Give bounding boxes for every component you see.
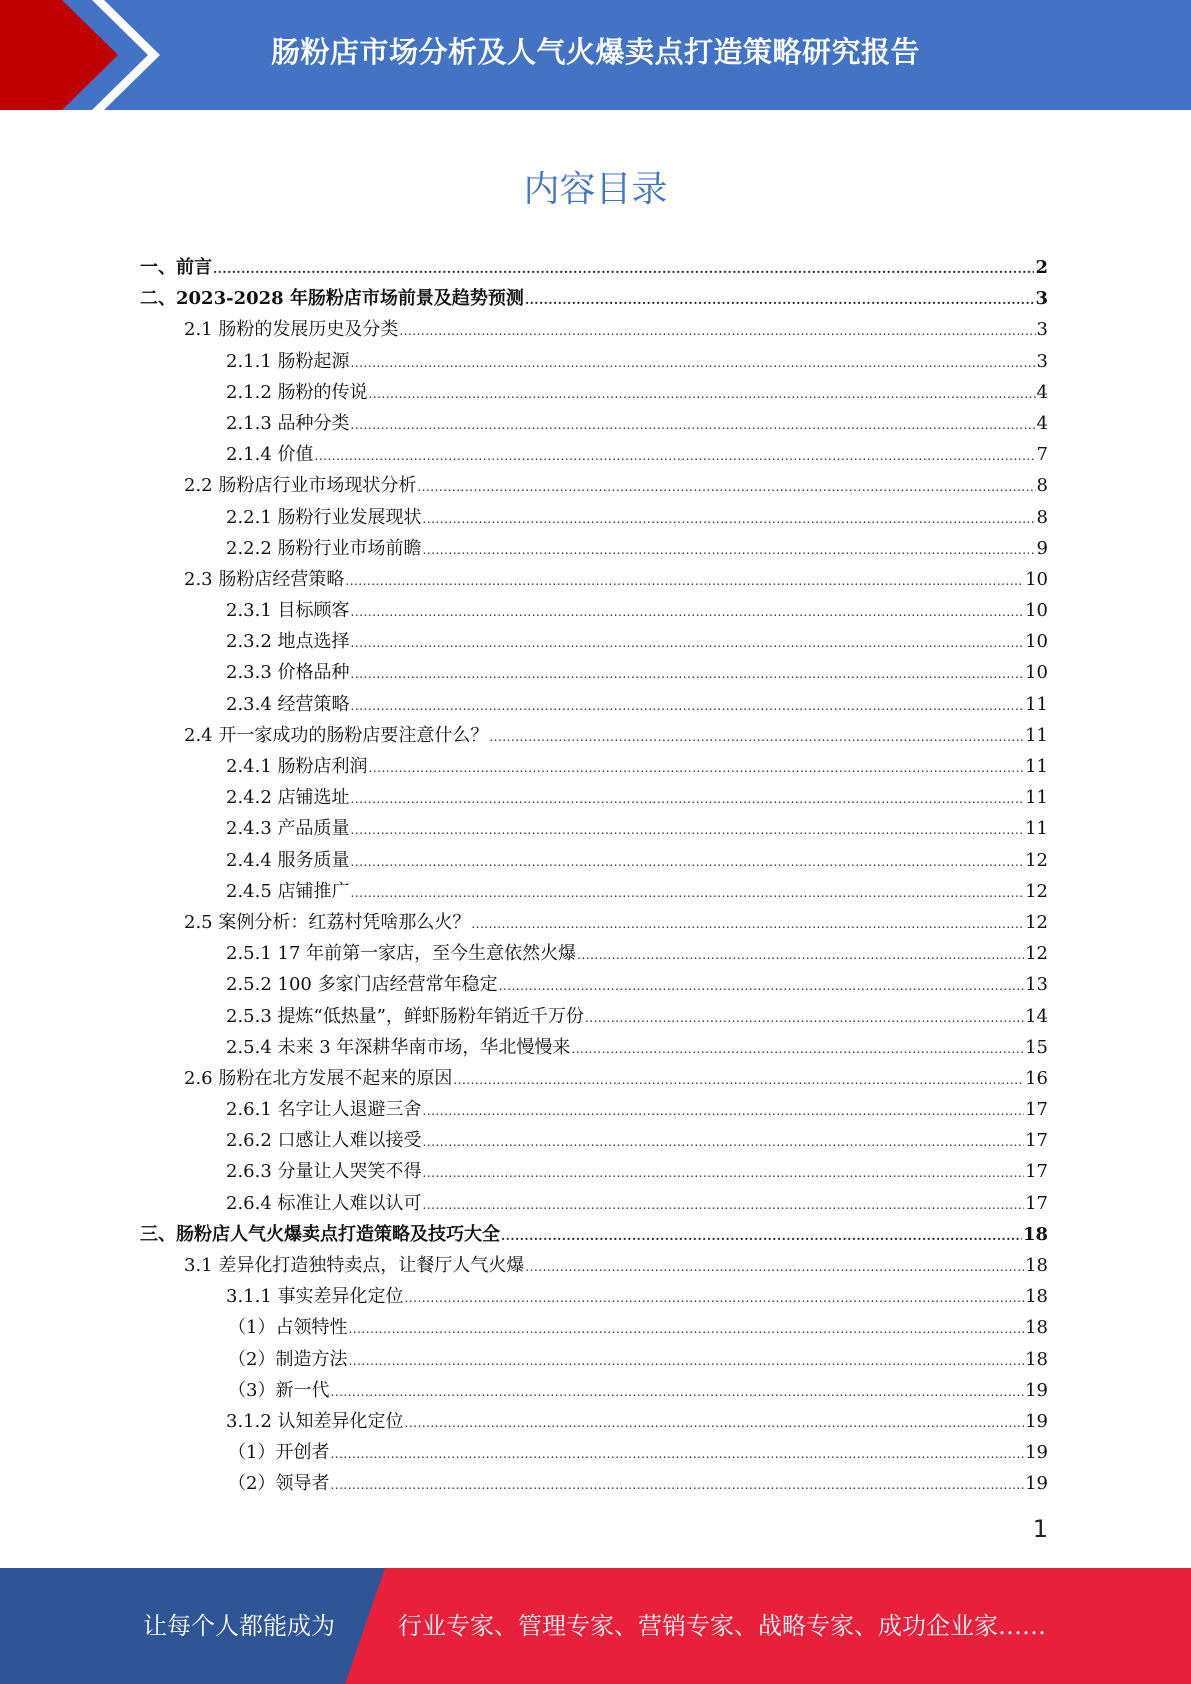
toc-entry[interactable] [140,752,1048,783]
toc-leader-dots [369,387,1036,401]
table-of-contents [140,253,1048,1501]
toc-leader-dots [351,886,1025,900]
toc-entry-label: 2.5.4 未来 3 年深耕华南市场，华北慢慢来 [226,1036,571,1058]
toc-entry[interactable] [140,1438,1048,1469]
toc-leader-dots [423,1198,1025,1212]
toc-entry[interactable] [140,1345,1048,1376]
toc-entry-label: 2.5.2 100 多家门店经营常年稳定 [226,974,498,996]
toc-entry-label: 2.3.4 经营策略 [226,693,350,715]
toc-entry[interactable] [140,284,1048,315]
toc-entry-label: 三、肠粉店人气火爆卖点打造策略及技巧大全 [140,1223,500,1245]
toc-entry[interactable] [140,565,1048,596]
toc-entry[interactable] [140,1282,1048,1313]
toc-entry[interactable] [140,503,1048,534]
toc-entry-page: 8 [1036,506,1048,528]
toc-leader-dots [351,699,1025,713]
toc-leader-dots [348,1322,1024,1336]
toc-entry-page: 18 [1025,1286,1048,1308]
toc-entry-label: 2.1.1 肠粉起源 [226,350,350,372]
toc-entry[interactable] [140,440,1048,471]
toc-leader-dots [351,823,1025,837]
toc-entry-label: 2.2.1 肠粉行业发展现状 [226,506,422,528]
toc-entry-page: 18 [1022,1223,1048,1245]
toc-entry-label: 2.3.2 地点选择 [226,631,350,653]
toc-entry[interactable] [140,1220,1048,1251]
toc-leader-dots [348,1354,1024,1368]
toc-leader-dots [369,761,1025,775]
toc-entry[interactable] [140,877,1048,908]
toc-entry-page: 17 [1025,1192,1048,1214]
toc-leader-dots [351,636,1025,650]
toc-entry[interactable] [140,1313,1048,1344]
toc-entry[interactable] [140,1469,1048,1500]
toc-entry-label: 2.3 肠粉店经营策略 [184,568,345,590]
toc-entry[interactable] [140,846,1048,877]
toc-leader-dots [351,418,1036,432]
toc-entry-label: 2.6.2 口感让人难以接受 [226,1130,422,1152]
toc-entry-label: 一、前言 [140,257,212,278]
toc-entry-page: 3 [1036,319,1048,341]
toc-entry[interactable] [140,1033,1048,1064]
toc-entry[interactable] [140,908,1048,939]
header-title: 肠粉店市场分析及人气火爆卖点打造策略研究报告 [270,34,920,69]
toc-entry-page: 11 [1025,787,1048,809]
toc-leader-dots [330,1447,1024,1461]
toc-entry-page: 16 [1025,1067,1048,1089]
toc-entry-page: 17 [1025,1099,1048,1121]
toc-leader-dots [489,730,1024,744]
toc-entry-page: 18 [1025,1348,1048,1370]
toc-entry[interactable] [140,1189,1048,1220]
toc-entry-label: 2.1.4 价值 [226,444,314,466]
toc-entry-page: 4 [1036,412,1048,434]
toc-entry-page: 10 [1025,662,1048,684]
toc-leader-dots [345,574,1024,588]
toc-entry-label: 2.1.3 品种分类 [226,412,350,434]
toc-leader-dots [471,917,1024,931]
toc-entry[interactable] [140,347,1048,378]
footer-roles: 行业专家、管理专家、营销专家、战略专家、成功企业家…… [398,1612,1046,1640]
toc-leader-dots [501,1229,1022,1243]
toc-entry-label: 2.3.3 价格品种 [226,662,350,684]
toc-entry-page: 4 [1036,381,1048,403]
toc-leader-dots [405,1416,1025,1430]
toc-entry[interactable] [140,1095,1048,1126]
toc-entry-label: 3.1 差异化打造独特卖点，让餐厅人气火爆 [184,1255,525,1276]
toc-entry[interactable] [140,658,1048,689]
toc-entry-label: （1）占领特性 [228,1317,348,1339]
toc-entry-page: 18 [1025,1317,1048,1339]
toc-leader-dots [351,605,1025,619]
toc-entry-page: 9 [1036,537,1048,559]
toc-leader-dots [351,356,1036,370]
toc-entry-page: 10 [1025,600,1048,622]
footer-slogan: 让每个人都能成为 [143,1612,335,1640]
toc-entry-label: 2.5 案例分析：红荔村凭啥那么火？ [184,911,471,933]
toc-entry-page: 11 [1025,818,1048,840]
toc-entry[interactable] [140,1002,1048,1033]
toc-entry-label: 2.6.3 分量让人哭笑不得 [226,1161,422,1183]
toc-leader-dots [525,293,1035,307]
toc-leader-dots [315,449,1036,463]
page-number: 1 [1032,1515,1048,1543]
toc-leader-dots [351,855,1025,869]
toc-entry-label: （2）制造方法 [228,1348,348,1370]
toc-entry[interactable] [140,690,1048,721]
toc-entry-page: 12 [1025,849,1048,871]
toc-leader-dots [423,512,1036,526]
toc-entry-page: 17 [1025,1130,1048,1152]
toc-entry-label: （2）领导者 [228,1473,330,1495]
toc-leader-dots [585,1011,1024,1025]
toc-entry[interactable] [140,627,1048,658]
toc-entry-page: 19 [1025,1410,1048,1432]
toc-leader-dots [423,1166,1025,1180]
toc-entry-page: 11 [1025,693,1048,715]
toc-entry[interactable] [140,596,1048,627]
toc-leader-dots [351,792,1025,806]
toc-entry-page: 19 [1025,1379,1048,1401]
toc-entry-page: 10 [1025,631,1048,653]
toc-leader-dots [525,1260,1024,1274]
toc-entry[interactable] [140,378,1048,409]
toc-entry-label: （1）开创者 [228,1442,330,1464]
toc-entry[interactable] [140,253,1048,284]
toc-entry-label: 2.6 肠粉在北方发展不起来的原因 [184,1067,453,1089]
toc-heading: 内容目录 [523,169,668,210]
toc-entry-label: 2.4.1 肠粉店利润 [226,756,368,777]
toc-entry-page: 7 [1036,444,1048,466]
toc-entry-page: 2 [1035,257,1048,278]
toc-leader-dots [453,1073,1024,1087]
toc-entry-page: 13 [1025,974,1048,996]
toc-entry-page: 3 [1035,288,1048,310]
toc-entry[interactable] [140,1251,1048,1282]
toc-leader-dots [330,1478,1024,1492]
toc-entry-page: 15 [1025,1036,1048,1058]
toc-entry-label: 二、2023-2028 年肠粉店市场前景及趋势预测 [140,288,524,310]
toc-entry[interactable] [140,534,1048,565]
toc-entry-page: 10 [1025,568,1048,590]
toc-leader-dots [423,543,1036,557]
toc-entry-label: 2.3.1 目标顾客 [226,600,350,622]
toc-leader-dots [330,1385,1024,1399]
toc-leader-dots [423,1135,1025,1149]
toc-entry-label: 2.6.1 名字让人退避三舍 [226,1099,422,1121]
toc-entry-label: 2.5.1 17 年前第一家店，至今生意依然火爆 [226,943,577,965]
toc-entry-label: （3）新一代 [228,1379,330,1401]
header-banner [0,0,1191,110]
footer-banner [0,1568,1191,1684]
toc-entry-label: 3.1.1 事实差异化定位 [226,1286,404,1308]
toc-entry[interactable] [140,1376,1048,1407]
toc-entry[interactable] [140,814,1048,845]
toc-entry-label: 2.4.3 产品质量 [226,818,350,840]
toc-leader-dots [351,667,1025,681]
toc-leader-dots [571,1042,1024,1056]
toc-entry-page: 14 [1025,1005,1048,1027]
toc-entry-label: 2.4.2 店铺选址 [226,787,350,809]
toc-leader-dots [499,979,1024,993]
toc-entry[interactable] [140,939,1048,970]
toc-entry-page: 12 [1025,911,1048,933]
toc-entry-label: 2.4.5 店铺推广 [226,880,350,902]
toc-entry-page: 8 [1036,475,1048,497]
toc-entry-page: 19 [1025,1473,1048,1495]
toc-entry-page: 19 [1025,1442,1048,1464]
toc-entry-label: 2.6.4 标准让人难以认可 [226,1192,422,1214]
toc-leader-dots [423,1104,1025,1118]
toc-entry[interactable] [140,1064,1048,1095]
toc-entry-page: 11 [1025,724,1048,746]
toc-entry-page: 3 [1036,350,1048,372]
toc-entry-page: 17 [1025,1161,1048,1183]
toc-entry[interactable] [140,721,1048,752]
toc-leader-dots [417,480,1035,494]
toc-entry-label: 2.4 开一家成功的肠粉店要注意什么？ [184,724,489,746]
toc-leader-dots [399,324,1035,338]
toc-entry-page: 12 [1025,880,1048,902]
toc-entry-label: 2.4.4 服务质量 [226,849,350,871]
toc-entry[interactable] [140,1157,1048,1188]
toc-entry-page: 11 [1025,756,1048,777]
toc-leader-dots [577,948,1024,962]
toc-entry[interactable] [140,1407,1048,1438]
toc-entry-page: 12 [1025,943,1048,965]
toc-entry[interactable] [140,409,1048,440]
toc-entry-label: 2.5.3 提炼“低热量”，鲜虾肠粉年销近千万份 [226,1005,584,1027]
toc-entry[interactable] [140,1126,1048,1157]
toc-entry-page: 18 [1025,1255,1048,1276]
toc-leader-dots [405,1291,1025,1305]
toc-entry[interactable] [140,783,1048,814]
toc-leader-dots [213,262,1034,276]
toc-entry[interactable] [140,471,1048,502]
toc-entry-label: 3.1.2 认知差异化定位 [226,1410,404,1432]
toc-entry-label: 2.1 肠粉的发展历史及分类 [184,319,399,341]
toc-entry[interactable] [140,970,1048,1001]
toc-entry[interactable] [140,315,1048,346]
toc-entry-label: 2.2.2 肠粉行业市场前瞻 [226,537,422,559]
toc-entry-label: 2.2 肠粉店行业市场现状分析 [184,475,417,497]
toc-entry-label: 2.1.2 肠粉的传说 [226,381,368,403]
